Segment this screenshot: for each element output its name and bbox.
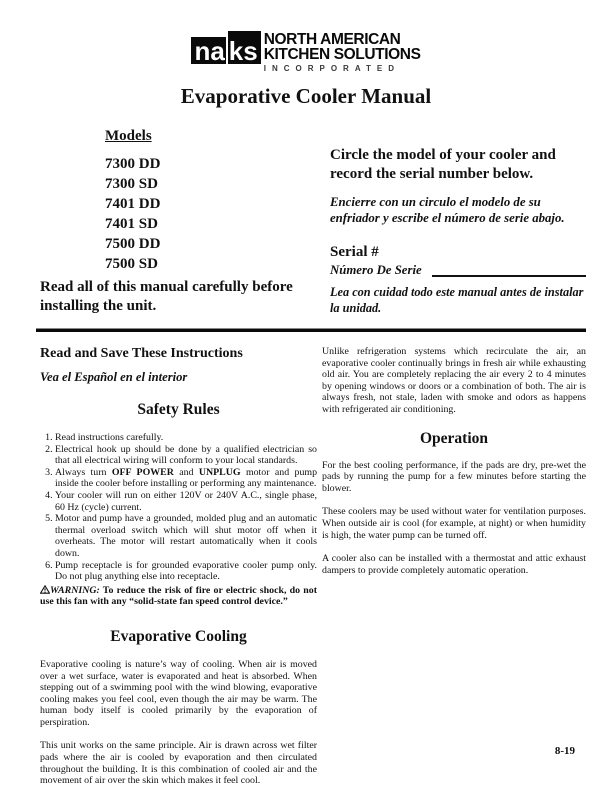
naks-logo-ks-box: ks bbox=[228, 31, 261, 64]
warning-triangle-icon bbox=[40, 585, 50, 594]
evaporative-cooling-paragraph: This unit works on the same principle. Air is drawn across wet filter pads where the air is cooled by evaporation and then circulated throughout the building. It is this combination of cooled air and the movement of air over the skin which makes it feel cool. bbox=[40, 740, 317, 787]
rule-emphasis: UNPLUG bbox=[198, 466, 241, 478]
naks-logo-na-box: na bbox=[191, 37, 225, 64]
models-heading: Models bbox=[105, 128, 152, 144]
section-divider-rule bbox=[36, 328, 586, 332]
model-item: 7401 SD bbox=[105, 216, 158, 232]
serial-label-es: Número De Serie bbox=[330, 263, 422, 277]
page-number: 8-19 bbox=[554, 745, 575, 757]
left-column bbox=[40, 346, 317, 787]
warning-paragraph bbox=[40, 585, 317, 608]
safety-rule: 2. Electrical hook up should be done by a qualified electrician so that all electrical wiring will conform to your local standards. bbox=[55, 444, 317, 467]
model-item: 7300 DD bbox=[105, 156, 161, 172]
safety-rule bbox=[55, 467, 317, 490]
fresh-air-paragraph: Unlike refrigeration systems which recirculate the air, an evaporative cooler continually brings in fresh air while exhausting old air. You are completely replacing the air every 2 to 4 minutes by opening windows or doors or a combination of both. The air is always fresh, not stale, laden with smoke and odors as happens with refrigerated air conditioning. bbox=[322, 346, 586, 415]
read-notice-en: Read all of this manual carefully before installing the unit. bbox=[40, 279, 293, 314]
read-notice-es: Lea con cuidad todo este manual antes de instalar la unidad. bbox=[330, 285, 584, 315]
model-item: 7500 SD bbox=[105, 256, 158, 272]
model-item: 7401 DD bbox=[105, 196, 161, 212]
evaporative-cooling-paragraph: Evaporative cooling is nature’s way of cooling. When air is moved over a wet surface, water is evaporated and heat is absorbed. When stepping out of a swimming pool with the wind blowing, evaporative cooling makes you feel cool, even though the air may be warm. The human body itself is cooled primarily by the evaporation of perspiration. bbox=[40, 658, 317, 728]
serial-instruction-es: Encierre con un circulo el modelo de su enfriador y escribe el número de serie abajo. bbox=[330, 195, 565, 225]
company-name bbox=[264, 32, 421, 73]
safety-rules-list bbox=[40, 432, 317, 583]
operation-paragraph: A cooler also can be installed with a thermostat and attic exhaust dampers to provide completely automatic operation. bbox=[322, 553, 586, 576]
model-item: 7500 DD bbox=[105, 236, 161, 252]
safety-rule: 4. Your cooler will run on either 120V or 240V A.C., single phase, 60 Hz (cycle) current. bbox=[55, 490, 317, 513]
right-column bbox=[322, 346, 586, 787]
serial-number-blank-line bbox=[432, 275, 586, 277]
rule-emphasis: OFF POWER bbox=[111, 466, 174, 478]
save-instructions-heading: Read and Save These Instructions bbox=[40, 346, 243, 361]
safety-rules-heading: Safety Rules bbox=[137, 401, 220, 418]
models-section bbox=[105, 128, 160, 274]
company-name-line3: INCORPORATED bbox=[263, 64, 401, 73]
evaporative-cooling-heading: Evaporative Cooling bbox=[110, 627, 247, 645]
warning-label: WARNING: bbox=[50, 584, 100, 596]
rule-text: motor and pump inside the cooler before installing or performing any maintenance. bbox=[55, 466, 318, 490]
safety-rule: 5. Motor and pump have a grounded, molded plug and an automatic thermal overload switch which will shut motor off when it overheats. The motor will restart automatically when it cools down. bbox=[55, 513, 317, 559]
rule-text: Always turn bbox=[55, 466, 112, 478]
warning-text: To reduce the risk of fire or electric shock, do not use this fan with any “solid-state fan speed control device.” bbox=[40, 584, 317, 608]
company-logo bbox=[0, 31, 612, 73]
save-instructions-heading-es: Vea el Español en el interior bbox=[40, 370, 188, 384]
safety-rule: 1. Read instructions carefully. bbox=[55, 432, 317, 444]
page-title: Evaporative Cooler Manual bbox=[180, 84, 432, 108]
serial-instruction-en: Circle the model of your cooler and record the serial number below. bbox=[330, 147, 556, 182]
serial-section bbox=[330, 146, 586, 278]
models-list bbox=[105, 154, 160, 274]
rule-text: and bbox=[173, 466, 199, 478]
naks-logo-mark bbox=[191, 31, 260, 64]
operation-heading: Operation bbox=[419, 429, 489, 447]
serial-label-en: Serial # bbox=[330, 244, 379, 260]
content-columns bbox=[40, 346, 586, 787]
company-name-line2: KITCHEN SOLUTIONS bbox=[263, 46, 421, 63]
safety-rule: 6. Pump receptacle is for grounded evaporative cooler pump only. Do not plug anything else into receptacle. bbox=[55, 560, 317, 583]
operation-paragraph: For the best cooling performance, if the pads are dry, pre-wet the pads by running the pump for a few minutes before starting the blower. bbox=[322, 459, 586, 494]
model-item: 7300 SD bbox=[105, 176, 158, 192]
company-name-line1: NORTH AMERICAN bbox=[263, 31, 401, 48]
operation-paragraph: These coolers may be used without water for ventilation purposes. When outside air is cool (for example, at night) or when humidity is high, the water pump can be turned off. bbox=[322, 506, 586, 541]
